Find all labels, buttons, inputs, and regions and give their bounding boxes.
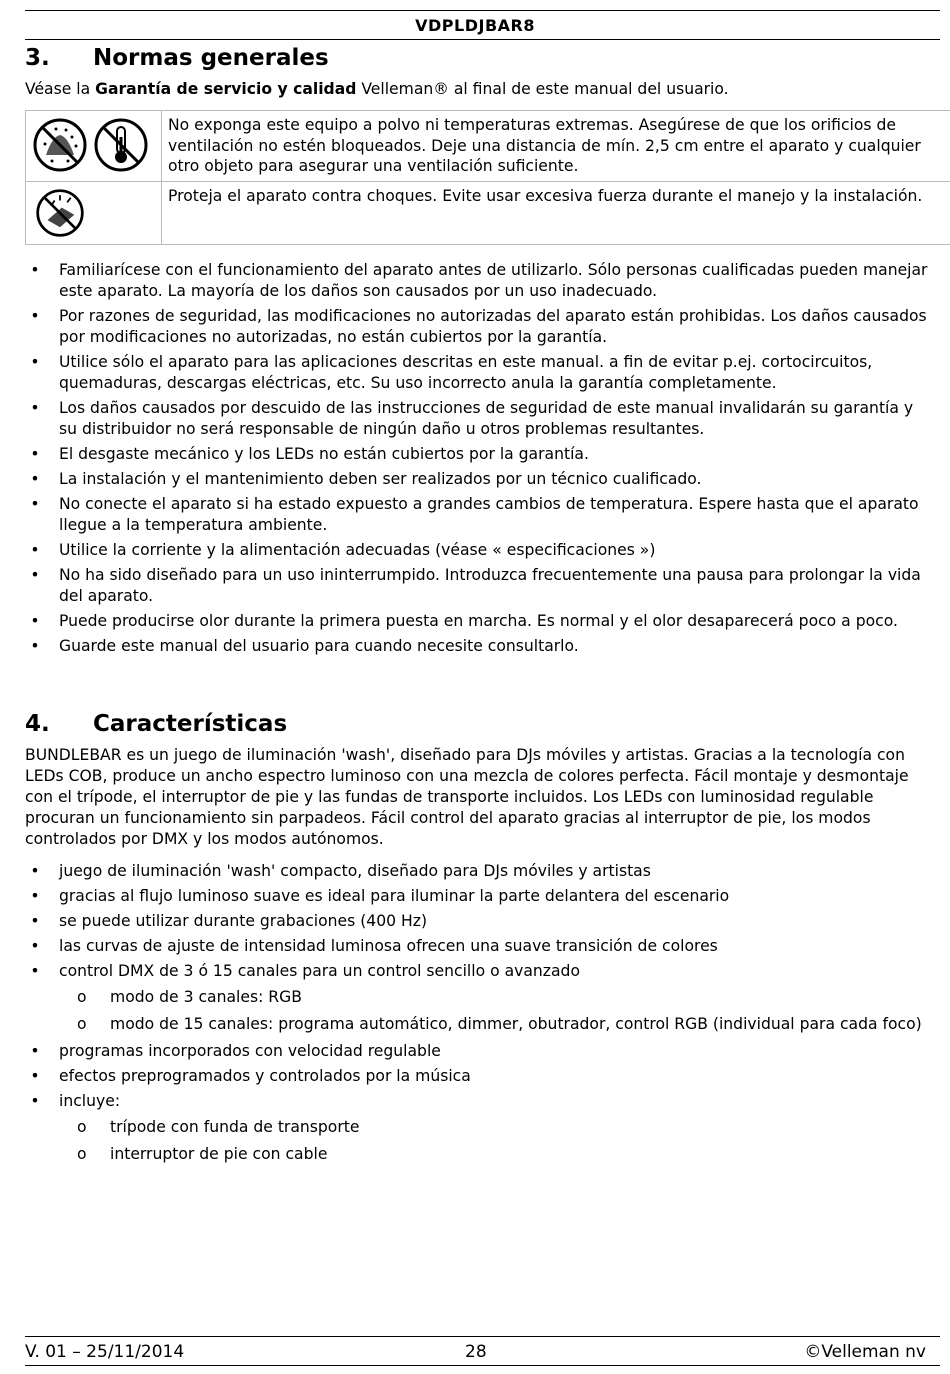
list-item-text: juego de iluminación 'wash' compacto, diseñado para DJs móviles y artistas (59, 862, 651, 880)
section-3-list (25, 260, 930, 661)
list-item (25, 911, 930, 932)
list-item-text: se puede utilizar durante grabaciones (400 Hz) (59, 912, 428, 930)
sub-list-item (59, 1144, 930, 1165)
bullet-icon: • (30, 887, 40, 905)
sub-list-item-text: modo de 3 canales: RGB (110, 988, 302, 1006)
bullet-icon: • (30, 541, 40, 559)
list-item-text: control DMX de 3 ó 15 canales para un control sencillo o avanzado (59, 962, 580, 980)
list-item (25, 936, 930, 957)
sub-list-item (59, 1014, 930, 1035)
no-temperature-icon (93, 118, 149, 136)
safety-row (26, 111, 950, 182)
list-item (25, 444, 930, 465)
section-4-heading (25, 711, 287, 737)
intro-text: Véase la (25, 80, 96, 98)
sub-list-item (59, 987, 930, 1008)
list-item-text: programas incorporados con velocidad regulable (59, 1042, 441, 1060)
section-3-heading (25, 45, 329, 71)
footer-page-number: 28 (465, 1342, 487, 1362)
no-shock-icon (32, 189, 88, 207)
section-4-list (25, 861, 930, 1171)
intro-text-end: Velleman® al final de este manual del usuario. (356, 80, 729, 98)
list-item (25, 260, 930, 302)
list-item-text: efectos preprogramados y controlados por la música (59, 1067, 471, 1085)
sub-list (59, 987, 930, 1035)
bullet-icon: • (30, 566, 40, 584)
section-3-intro (25, 79, 930, 100)
list-item (25, 1091, 930, 1165)
list-item (25, 398, 930, 440)
bullet-icon: • (30, 612, 40, 630)
list-item (25, 1041, 930, 1062)
bullet-icon: • (30, 862, 40, 880)
footer-copyright: ©Velleman nv (804, 1342, 926, 1362)
safety-text: Proteja el aparato contra choques. Evite usar excesiva fuerza durante el manejo y la instalación. (162, 181, 950, 244)
list-item-text: Los daños causados por descuido de las instrucciones de seguridad de este manual invalidarán su garantía y su distribuidor no será responsable de ningún daño u otros problemas resultantes. (59, 399, 914, 438)
sub-list (59, 1117, 930, 1165)
sub-bullet-icon: o (77, 988, 87, 1006)
bullet-icon: • (30, 962, 40, 980)
list-item (25, 961, 930, 1035)
list-item-text: No conecte el aparato si ha estado expuesto a grandes cambios de temperatura. Espere hasta que el aparato llegue a la temperatura ambiente. (59, 495, 919, 534)
list-item (25, 1066, 930, 1087)
page-header (25, 10, 940, 40)
safety-row (26, 181, 950, 244)
list-item (25, 636, 930, 657)
list-item-text: No ha sido diseñado para un uso ininterrumpido. Introduzca frecuentemente una pausa para prolongar la vida del aparato. (59, 566, 921, 605)
list-item (25, 565, 930, 607)
list-item-text: las curvas de ajuste de intensidad luminosa ofrecen una suave transición de colores (59, 937, 718, 955)
list-item-text: El desgaste mecánico y los LEDs no están cubiertos por la garantía. (59, 445, 589, 463)
list-item (25, 886, 930, 907)
list-item-text: Por razones de seguridad, las modificaciones no autorizadas del aparato están prohibidas. Los daños causados por modificaciones no autorizadas, no están cubiertos por la garantía. (59, 307, 927, 346)
list-item-text: Puede producirse olor durante la primera puesta en marcha. Es normal y el olor desaparecerá poco a poco. (59, 612, 898, 630)
safety-text: No exponga este equipo a polvo ni temperaturas extremas. Asegúrese de que los orificios de ventilación no estén bloqueados. Deje una distancia de mín. 2,5 cm entre el aparato y cualquier otro objeto para asegurar una ventilación suficiente. (162, 111, 950, 182)
list-item (25, 306, 930, 348)
no-dust-icon (32, 118, 93, 136)
bullet-icon: • (30, 470, 40, 488)
safety-table (25, 110, 950, 245)
bullet-icon: • (30, 261, 40, 279)
sub-bullet-icon: o (77, 1015, 87, 1033)
bullet-icon: • (30, 937, 40, 955)
sub-list-item (59, 1117, 930, 1138)
list-item-text: incluye: (59, 1092, 121, 1110)
sub-list-item-text: modo de 15 canales: programa automático, dimmer, obutrador, control RGB (individual para cada foco) (110, 1015, 922, 1033)
sub-bullet-icon: o (77, 1145, 87, 1163)
bullet-icon: • (30, 1042, 40, 1060)
list-item (25, 861, 930, 882)
list-item (25, 611, 930, 632)
bullet-icon: • (30, 637, 40, 655)
list-item (25, 540, 930, 561)
section-number: 3. (25, 45, 50, 71)
bullet-icon: • (30, 307, 40, 325)
list-item-text: Familiarícese con el funcionamiento del aparato antes de utilizarlo. Sólo personas cualificadas pueden manejar este aparato. La mayoría de los daños son causados por un uso inadecuado. (59, 261, 928, 300)
document-code: VDPLDJBAR8 (415, 16, 535, 35)
bullet-icon: • (30, 399, 40, 417)
sub-bullet-icon: o (77, 1118, 87, 1136)
sub-list-item-text: interruptor de pie con cable (110, 1145, 328, 1163)
list-item-text: Utilice la corriente y la alimentación adecuadas (véase « especificaciones ») (59, 541, 656, 559)
warranty-reference: Garantía de servicio y calidad (95, 80, 357, 98)
bullet-icon: • (30, 445, 40, 463)
section-4-paragraph: BUNDLEBAR es un juego de iluminación 'wash', diseñado para DJs móviles y artistas. Gracias a la tecnología con LEDs COB, produce un ancho espectro luminoso con una mezcla de colores perfecta. Fácil montaje y desmontaje con el trípode, el interruptor de pie y las fundas de transporte incluidos. Los LEDs con luminosidad regulable procuran un funcionamiento sin parpadeos. Fácil control del aparato gracias al interruptor de pie, los modos controlados por DMX y los modos autónomos. (25, 746, 909, 848)
sub-list-item-text: trípode con funda de transporte (110, 1118, 360, 1136)
section-title: Normas generales (93, 45, 329, 71)
list-item-text: Utilice sólo el aparato para las aplicaciones descritas en este manual. a fin de evitar p.ej. cortocircuitos, quemaduras, descargas eléctricas, etc. Su uso incorrecto anula la garantía completamente. (59, 353, 873, 392)
list-item-text: gracias al flujo luminoso suave es ideal para iluminar la parte delantera del escenario (59, 887, 730, 905)
bullet-icon: • (30, 495, 40, 513)
bullet-icon: • (30, 912, 40, 930)
list-item-text: Guarde este manual del usuario para cuando necesite consultarlo. (59, 637, 579, 655)
list-item (25, 352, 930, 394)
safety-icons (26, 181, 162, 244)
list-item (25, 469, 930, 490)
footer-version: V. 01 – 25/11/2014 (25, 1342, 185, 1362)
section-title: Características (93, 711, 288, 737)
list-item-text: La instalación y el mantenimiento deben ser realizados por un técnico cualificado. (59, 470, 702, 488)
bullet-icon: • (30, 1067, 40, 1085)
list-item (25, 494, 930, 536)
bullet-icon: • (30, 1092, 40, 1110)
bullet-icon: • (30, 353, 40, 371)
safety-icons (26, 111, 162, 182)
page-footer (25, 1336, 940, 1366)
section-number: 4. (25, 711, 50, 737)
